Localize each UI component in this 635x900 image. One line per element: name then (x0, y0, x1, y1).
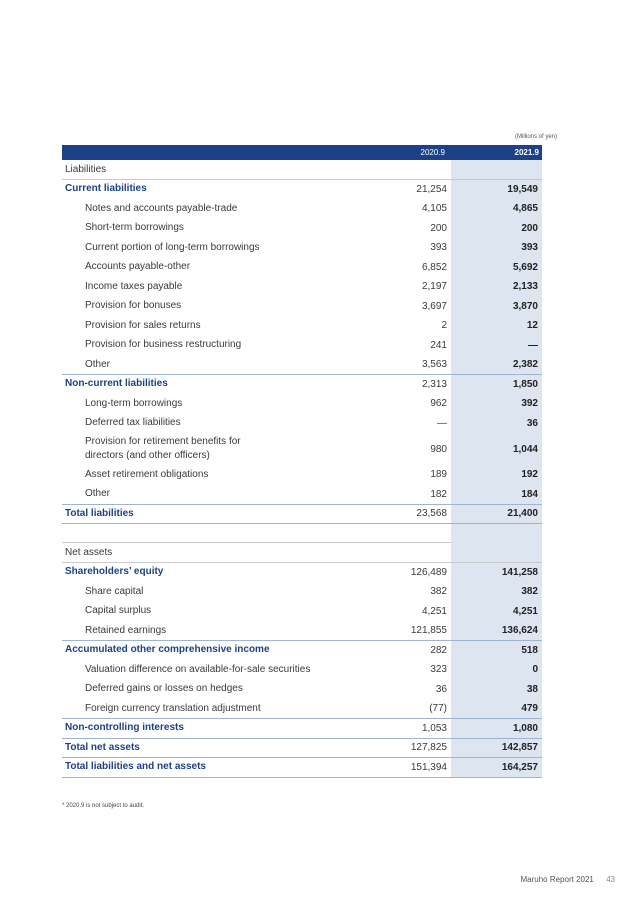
table-row (62, 563, 542, 583)
value-2020: 182 (430, 488, 447, 500)
value-2021: 136,624 (501, 625, 538, 637)
row-label: Other (85, 488, 111, 500)
value-2021: 142,857 (501, 742, 538, 754)
table-row (62, 414, 542, 434)
value-2021: 12 (526, 320, 538, 332)
row-label: Current liabilities (65, 183, 147, 195)
table-row (62, 505, 542, 525)
value-2021: 1,080 (512, 722, 538, 734)
table-row (62, 622, 542, 642)
value-2021: 392 (521, 398, 538, 410)
value-2020: — (437, 417, 447, 429)
table-row (62, 219, 542, 239)
value-2020: 282 (430, 644, 447, 656)
row-label: Long-term borrowings (85, 397, 183, 409)
value-2020: 23,568 (416, 508, 447, 520)
table-row (62, 180, 542, 200)
row-label: Current portion of long-term borrowings (85, 241, 260, 253)
report-name: Maruho Report 2021 (520, 875, 594, 884)
value-2020: 393 (430, 242, 447, 254)
row-label: Other (85, 358, 111, 370)
value-2021: 2,133 (512, 281, 538, 293)
row-label: Total liabilities and net assets (65, 761, 206, 773)
value-2020: 151,394 (410, 761, 447, 773)
value-2021: 5,692 (512, 261, 538, 273)
units-note: (Millions of yen) (514, 134, 557, 140)
value-2021: 36 (526, 417, 538, 429)
value-2021: 164,257 (501, 761, 538, 773)
section-label-text: Liabilities (65, 164, 107, 175)
value-2020: 189 (430, 469, 447, 481)
table-row (62, 641, 542, 661)
table-row (62, 297, 542, 317)
table-row (62, 680, 542, 700)
row-label: Asset retirement obligations (85, 468, 209, 480)
value-2021: 4,865 (512, 203, 538, 215)
value-2021: 393 (521, 242, 538, 254)
value-2021: 0 (532, 664, 538, 676)
table-row (62, 239, 542, 259)
table-row (62, 719, 542, 739)
row-label: Deferred gains or losses on hedges (85, 683, 243, 695)
value-2021: 200 (521, 222, 538, 234)
table-row (62, 485, 542, 505)
value-2020: 1,053 (421, 722, 447, 734)
value-2020: 962 (430, 398, 447, 410)
value-2020: 241 (430, 339, 447, 351)
value-2021: 184 (521, 488, 538, 500)
row-label: Capital surplus (85, 605, 152, 617)
row-label: Total liabilities (65, 507, 134, 519)
row-label: Shareholders’ equity (65, 566, 164, 578)
value-2021: — (528, 339, 538, 351)
balance-sheet-table (62, 145, 542, 778)
value-2020: 36 (435, 683, 447, 695)
value-2021: 192 (521, 469, 538, 481)
value-2020: 21,254 (416, 183, 447, 195)
value-2021: 19,549 (507, 183, 538, 195)
table-row (62, 602, 542, 622)
value-2020: 3,697 (421, 300, 447, 312)
table-row (62, 434, 542, 466)
section-label-net_assets (62, 543, 542, 563)
value-2020: 127,825 (410, 742, 447, 754)
row-label: Provision for bonuses (85, 300, 182, 312)
value-2021: 4,251 (512, 605, 538, 617)
table-row (62, 336, 542, 356)
value-2020: 6,852 (421, 261, 447, 273)
value-2021: 518 (521, 644, 538, 656)
value-2021: 38 (526, 683, 538, 695)
value-2020: (77) (429, 703, 447, 715)
table-row (62, 317, 542, 337)
table-row (62, 375, 542, 395)
value-2021: 2,382 (512, 359, 538, 371)
table-header (62, 145, 542, 160)
section-label-text: Net assets (65, 547, 113, 558)
table-row (62, 466, 542, 486)
value-2021: 21,400 (507, 508, 538, 520)
table-row (62, 258, 542, 278)
value-2020: 126,489 (410, 566, 447, 578)
value-2020: 200 (430, 222, 447, 234)
value-2020: 4,105 (421, 203, 447, 215)
value-2020: 4,251 (421, 605, 447, 617)
value-2020: 2,197 (421, 281, 447, 293)
table-row (62, 700, 542, 720)
value-2021: 1,044 (512, 443, 538, 455)
value-2021: 141,258 (501, 566, 538, 578)
value-2021: 479 (521, 703, 538, 715)
page-number: 43 (606, 875, 615, 884)
row-label: Provision for sales returns (85, 319, 201, 331)
row-label: Short-term borrowings (85, 222, 184, 234)
row-label: Provision for retirement benefits for directors (and other officers) (85, 436, 241, 461)
row-label: Accounts payable-other (85, 261, 191, 273)
table-row (62, 356, 542, 376)
value-2020: 121,855 (410, 625, 447, 637)
header-col-2020: 2020.9 (420, 148, 445, 157)
row-label: Income taxes payable (85, 280, 183, 292)
table-row (62, 661, 542, 681)
table-row (62, 200, 542, 220)
value-2020: 2 (441, 320, 447, 332)
row-label: Deferred tax liabilities (85, 417, 181, 429)
row-label: Accumulated other comprehensive income (65, 644, 270, 656)
row-label: Valuation difference on available-for-sale securities (85, 663, 311, 675)
section-label-liabilities (62, 160, 542, 180)
row-label: Retained earnings (85, 624, 167, 636)
row-label: Provision for business restructuring (85, 339, 242, 351)
value-2020: 3,563 (421, 359, 447, 371)
row-label: Non-controlling interests (65, 722, 184, 734)
header-col-2021: 2021.9 (451, 145, 542, 160)
row-label: Total net assets (65, 741, 140, 753)
row-label: Notes and accounts payable-trade (85, 202, 238, 214)
row-label: Foreign currency translation adjustment (85, 702, 261, 714)
footnote: * 2020.9 is not subject to audit. (62, 803, 145, 809)
value-2020: 980 (430, 443, 447, 455)
page-footer (520, 875, 615, 884)
row-label: Share capital (85, 585, 144, 597)
value-2020: 382 (430, 586, 447, 598)
value-2021: 3,870 (512, 300, 538, 312)
table-row (62, 583, 542, 603)
value-2020: 323 (430, 664, 447, 676)
table-row (62, 395, 542, 415)
value-2021: 1,850 (512, 378, 538, 390)
row-label: Non-current liabilities (65, 378, 168, 390)
value-2020: 2,313 (421, 378, 447, 390)
table-row (62, 758, 542, 778)
value-2021: 382 (521, 586, 538, 598)
table-row (62, 278, 542, 298)
table-row (62, 739, 542, 759)
